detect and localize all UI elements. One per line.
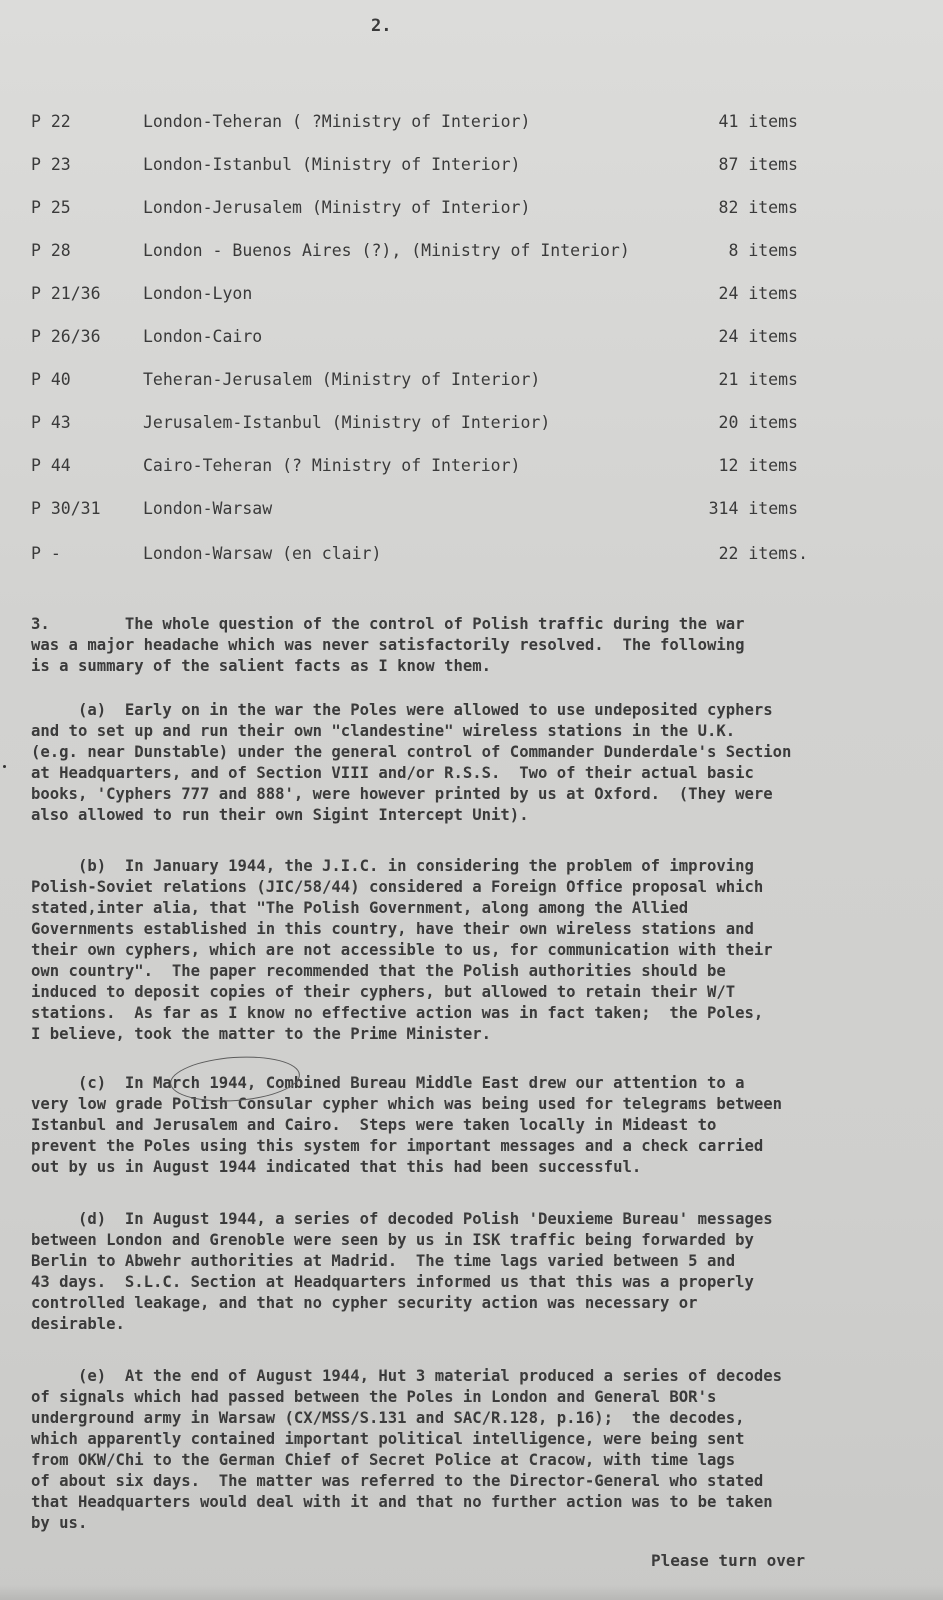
traffic-code: P 30/31 [31,499,101,518]
traffic-code: P 26/36 [31,327,101,346]
please-turn-over-note: Please turn over [651,1551,806,1570]
traffic-route: Teheran-Jerusalem (Ministry of Interior) [143,370,541,389]
traffic-route: London-Cairo [143,327,263,346]
traffic-count: 22 items. [718,544,808,563]
traffic-count: 20 items [718,413,798,432]
traffic-row [0,370,943,400]
traffic-count: 24 items [718,327,798,346]
traffic-row [0,456,943,486]
traffic-code: P 43 [31,413,71,432]
traffic-row [0,544,943,574]
traffic-route: Cairo-Teheran (? Ministry of Interior) [143,456,521,475]
traffic-route: London-Jerusalem (Ministry of Interior) [143,198,531,217]
traffic-route: London-Warsaw [143,499,273,518]
traffic-code: P 22 [31,112,71,131]
traffic-code: P - [31,544,61,563]
traffic-route: London-Teheran ( ?Ministry of Interior) [143,112,531,131]
traffic-count: 82 items [718,198,798,217]
traffic-row [0,327,943,357]
traffic-route: London-Lyon [143,284,253,303]
traffic-count: 314 items [708,499,798,518]
traffic-row [0,241,943,271]
traffic-route: London-Istanbul (Ministry of Interior) [143,155,521,174]
page-fold-shadow [0,1585,943,1600]
margin-dot-mark [3,765,6,768]
traffic-row [0,413,943,443]
paragraph-d: (d) In August 1944, a series of decoded Polish 'Deuxieme Bureau' messages between London and Grenoble were seen by us in ISK traffic being forwarded by Berlin to Abwehr authorities at Madrid. The time lags varied between 5 and 43 days. S.L.C. Section at Headquarters informed us that this was a properly controlled leakage, and that no cypher security action was necessary or desirable. [31,1210,773,1333]
traffic-code: P 40 [31,370,71,389]
paragraph-3: 3. The whole question of the control of Polish traffic during the war was a major headache which was never satisfactorily resolved. The following is a summary of the salient facts as I know them. [31,615,745,675]
traffic-code: P 44 [31,456,71,475]
traffic-code: P 28 [31,241,71,260]
traffic-row [0,284,943,314]
traffic-row [0,155,943,185]
traffic-code: P 25 [31,198,71,217]
traffic-count: 24 items [718,284,798,303]
traffic-route: London-Warsaw (en clair) [143,544,382,563]
traffic-code: P 23 [31,155,71,174]
traffic-row [0,112,943,142]
traffic-route: London - Buenos Aires (?), (Ministry of Interior) [143,241,630,260]
traffic-count: 21 items [718,370,798,389]
paragraph-c: (c) In March 1944, Combined Bureau Middle East drew our attention to a very low grade Polish Consular cypher which was being used for telegrams between Istanbul and Jerusalem and Cairo. Steps were taken locally in Mideast to prevent the Poles using this system for important messages and a check carried out by us in August 1944 indicated that this had been successful. [31,1074,783,1176]
traffic-route: Jerusalem-Istanbul (Ministry of Interior) [143,413,551,432]
traffic-count: 87 items [718,155,798,174]
traffic-row [0,198,943,228]
traffic-count: 12 items [718,456,798,475]
paragraph-a: (a) Early on in the war the Poles were allowed to use undeposited cyphers and to set up and run their own "clandestine" wireless stations in the U.K. (e.g. near Dunstable) under the general control of Commander Dunderdale's Section at Headquarters, and of Section VIII and/or R.S.S. Two of their actual basic books, 'Cyphers 777 and 888', were however printed by us at Oxford. (They were also allowed to run their own Sigint Intercept Unit). [31,701,792,824]
traffic-code: P 21/36 [31,284,101,303]
traffic-count: 8 items [728,241,798,260]
paragraph-b: (b) In January 1944, the J.I.C. in considering the problem of improving Polish-Soviet relations (JIC/58/44) considered a Foreign Office proposal which stated,inter alia, that "The Polish Government, along among the Allied Governments established in this country, have their own wireless stations and their own cyphers, which are not accessible to us, for communication with their own country". The paper recommended that the Polish authorities should be induced to deposit copies of their cyphers, but allowed to retain their W/T stations. As far as I know no effective action was in fact taken; the Poles, I believe, took the matter to the Prime Minister. [31,857,773,1043]
page-number: 2. [371,16,392,36]
traffic-count: 41 items [718,112,798,131]
traffic-row [0,499,943,529]
paragraph-e: (e) At the end of August 1944, Hut 3 material produced a series of decodes of signals which had passed between the Poles in London and General BOR's underground army in Warsaw (CX/MSS/S.131 and SAC/R.128, p.16); the decodes, which apparently contained important political intelligence, were being sent from OKW/Chi to the German Chief of Secret Police at Cracow, with time lags of about six days. The matter was referred to the Director-General who stated that Headquarters would deal with it and that no further action was to be taken by us. [31,1367,783,1532]
